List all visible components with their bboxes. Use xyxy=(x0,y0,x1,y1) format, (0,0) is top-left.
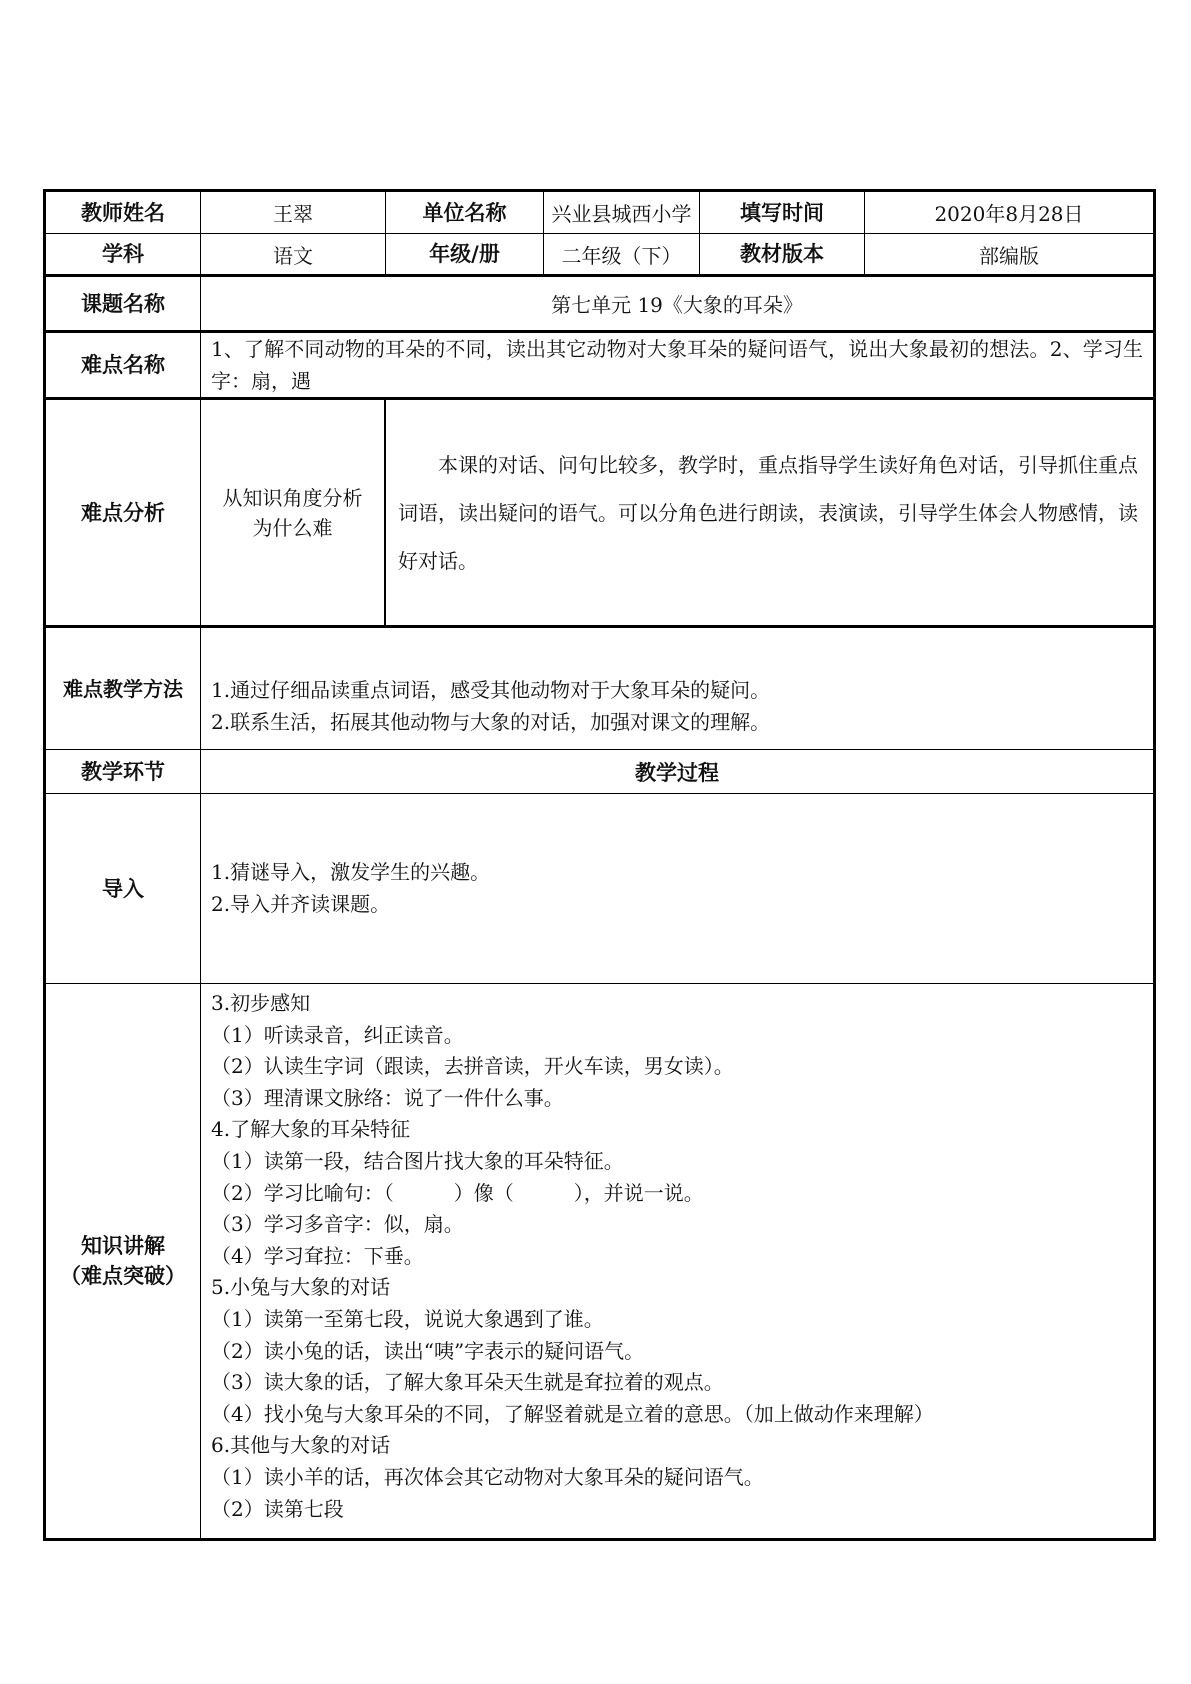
knowledge-line: （3）理清课文脉络：说了一件什么事。 xyxy=(211,1085,564,1110)
knowledge-line: （3）读大象的话，了解大象耳朵天生就是耷拉着的观点。 xyxy=(211,1370,724,1395)
intro-line: 1.猜谜导入，激发学生的兴趣。 xyxy=(211,859,491,884)
method-line: 2.联系生活，拓展其他动物与大象的对话，加强对课文的理解。 xyxy=(211,709,771,734)
knowledge-lines xyxy=(201,984,1155,1540)
difficulty-value: 1、了解不同动物的耳朵的不同，读出其它动物对大象耳朵的疑问语气，说出大象最初的想法。2、学习生字：扇，遇 xyxy=(201,332,1155,399)
edition-label: 教材版本 xyxy=(700,234,865,276)
knowledge-line: （2）学习比喻句：（ ）像（ ），并说一说。 xyxy=(211,1180,704,1205)
topic-value: 第七单元 19《大象的耳朵》 xyxy=(201,276,1155,332)
knowledge-line: 5.小兔与大象的对话 xyxy=(211,1275,391,1300)
grade-label: 年级/册 xyxy=(386,234,544,276)
knowledge-line: （1）读小羊的话，再次体会其它动物对大象耳朵的疑问语气。 xyxy=(211,1464,764,1489)
edition-value: 部编版 xyxy=(865,234,1155,276)
knowledge-label-line2: （难点突破） xyxy=(60,1264,186,1288)
unit-name-label: 单位名称 xyxy=(386,191,544,234)
process-stage-header: 教学环节 xyxy=(45,750,201,794)
lesson-plan-sheet xyxy=(43,189,1153,1541)
knowledge-line: （4）找小兔与大象耳朵的不同，了解竖着就是立着的意思。（加上做动作来理解） xyxy=(211,1401,934,1426)
intro-line: 2.导入并齐读课题。 xyxy=(211,891,391,916)
unit-name-value: 兴业县城西小学 xyxy=(544,191,700,234)
knowledge-line: （1）读第一段，结合图片找大象的耳朵特征。 xyxy=(211,1148,624,1173)
analysis-sub-label xyxy=(201,400,386,625)
topic-label: 课题名称 xyxy=(45,276,201,332)
fill-date-label: 填写时间 xyxy=(700,191,865,234)
method-label: 难点教学方法 xyxy=(45,627,201,750)
knowledge-line: 3.初步感知 xyxy=(211,991,311,1015)
fill-date-value: 2020年8月28日 xyxy=(865,191,1155,234)
knowledge-line: （2）读第七段 xyxy=(211,1496,344,1521)
knowledge-line: （2）认读生字词（跟读，去拼音读，开火车读，男女读）。 xyxy=(211,1054,734,1079)
knowledge-line: （1）读第一至第七段，说说大象遇到了谁。 xyxy=(211,1306,604,1331)
knowledge-line: 4.了解大象的耳朵特征 xyxy=(211,1117,411,1142)
lesson-plan-table xyxy=(43,189,1156,1541)
subject-value: 语文 xyxy=(201,234,386,276)
knowledge-label xyxy=(45,984,201,1540)
teacher-name-value: 王翠 xyxy=(201,191,386,234)
grade-value: 二年级（下） xyxy=(544,234,700,276)
teacher-name-label: 教师姓名 xyxy=(45,191,201,234)
analysis-cell xyxy=(201,399,1155,627)
knowledge-line: （4）学习耷拉：下垂。 xyxy=(211,1243,424,1268)
analysis-sub-label-text: 从知识角度分析为什么难 xyxy=(222,485,363,540)
intro-lines xyxy=(201,794,1155,984)
method-lines xyxy=(201,627,1155,750)
analysis-split xyxy=(201,400,1153,625)
knowledge-line: 6.其他与大象的对话 xyxy=(211,1433,391,1458)
process-content-header: 教学过程 xyxy=(201,750,1155,794)
knowledge-line: （1）听读录音，纠正读音。 xyxy=(211,1022,464,1047)
knowledge-line: （3）学习多音字：似，扇。 xyxy=(211,1212,464,1237)
knowledge-label-line1: 知识讲解 xyxy=(81,1234,165,1258)
knowledge-line: （2）读小兔的话，读出“咦”字表示的疑问语气。 xyxy=(211,1338,645,1363)
subject-label: 学科 xyxy=(45,234,201,276)
difficulty-label: 难点名称 xyxy=(45,332,201,399)
method-line: 1.通过仔细品读重点词语，感受其他动物对于大象耳朵的疑问。 xyxy=(211,677,771,702)
analysis-label: 难点分析 xyxy=(45,399,201,627)
intro-label: 导入 xyxy=(45,794,201,984)
analysis-text: 本课的对话、问句比较多，教学时，重点指导学生读好角色对话，引导抓住重点词语，读出疑问的语气。可以分角色进行朗读，表演读，引导学生体会人物感情，读好对话。 xyxy=(398,452,1138,573)
